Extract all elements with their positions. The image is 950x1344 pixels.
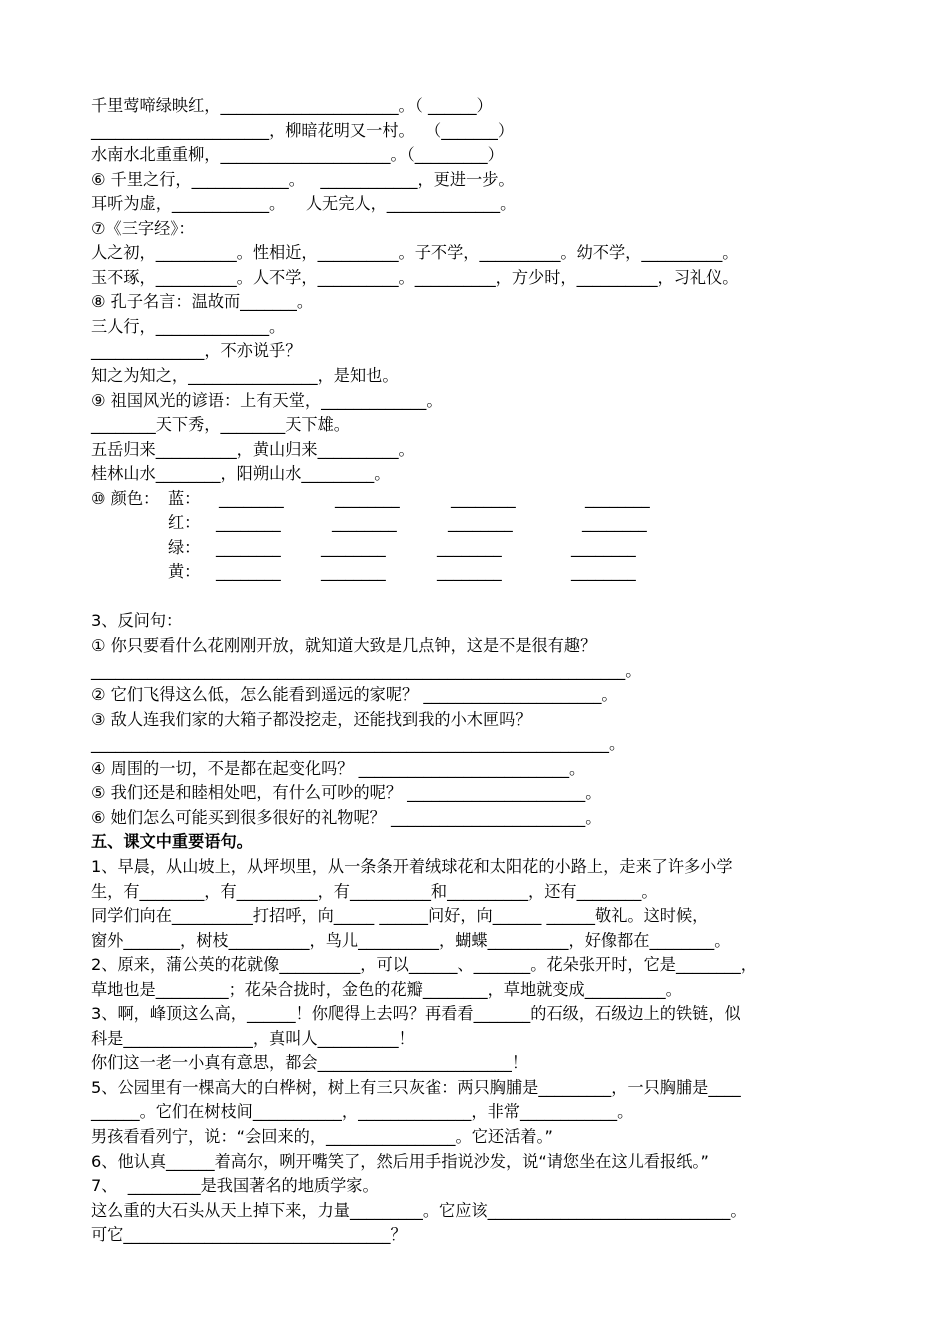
color-row xyxy=(91,487,881,512)
color-label: 绿： xyxy=(168,537,201,557)
text-line: 3、啊，峰顶这么高，______！你爬得上去吗？再看看_______的石级，石级边上的铁链，似 xyxy=(91,1004,741,1024)
poem-fill-section xyxy=(91,94,881,487)
spacer xyxy=(91,585,881,610)
text-line: 玉不琢，__________。人不学，__________。__________，方少时，__________，习礼仪。 xyxy=(91,267,739,287)
text-line: ______________________，柳暗花明又一村。 （_______） xyxy=(91,120,515,140)
blank: ________ xyxy=(448,513,513,533)
text-line: 三人行，______________。 xyxy=(91,316,286,336)
blank: ________ xyxy=(321,537,386,557)
section-title: 五、课文中重要语句。 xyxy=(91,832,253,852)
text-line: ________天下秀，________天下雄。 xyxy=(91,415,350,435)
blank: ________ xyxy=(216,537,281,557)
text-line: 这么重的大石头从天上掉下来，力量_________。它应该______________________________。 xyxy=(91,1200,747,1220)
worksheet xyxy=(91,94,881,1248)
text-line: 草地也是_________；花朵合拢时，金色的花瓣________，草地就变成__________。 xyxy=(91,979,682,999)
text-line: 人之初，__________。性相近，__________。子不学，__________。幼不学，__________。 xyxy=(91,243,739,263)
blank: ________ xyxy=(582,513,647,533)
text-line: 1、早晨，从山坡上，从坪坝里，从一条条开着绒球花和太阳花的小路上，走来了许多小学 xyxy=(91,856,733,876)
rhetorical-section xyxy=(91,609,881,830)
color-head: ⑩ 颜色： xyxy=(91,488,160,508)
text-line: 6、他认真______着高尔，咧开嘴笑了，然后用手指说沙发，说“请您坐在这儿看报纸。” xyxy=(91,1151,709,1171)
text-line: 耳听为虚，____________。 人无完人，______________。 xyxy=(91,194,517,214)
text-line: ④ 周围的一切，不是都在起变化吗？ __________________________。 xyxy=(91,758,586,778)
text-line: 同学们向在__________打招呼，向_____ ______问好，向______ ______敬礼。这时候， xyxy=(91,906,709,926)
text-line: 窗外_______，树枝__________，鸟儿__________，蝴蝶__________，好像都在________。 xyxy=(91,930,731,950)
color-row xyxy=(91,536,881,561)
color-row xyxy=(91,511,881,536)
text-line: 2、原来，蒲公英的花就像__________，可以______、_______。花朵张开时，它是________， xyxy=(91,955,757,975)
text-line: ⑨ 祖国风光的谚语：上有天堂，_____________。 xyxy=(91,390,443,410)
text-line: 7、 _________是我国著名的地质学家。 xyxy=(91,1176,379,1196)
text-line: 五岳归来__________，黄山归来__________。 xyxy=(91,439,415,459)
sentences-section xyxy=(91,830,881,1247)
color-label: 红： xyxy=(168,513,201,533)
text-line: ________________________________________________________________。 xyxy=(91,734,626,754)
color-label: 蓝： xyxy=(168,488,201,508)
text-line: ⑤ 我们还是和睦相处吧，有什么可吵的呢？ ______________________。 xyxy=(91,783,602,803)
text-line: 千里莺啼绿映红，______________________。（ ______） xyxy=(91,96,493,115)
blank: ________ xyxy=(216,513,281,533)
blank: ________ xyxy=(332,513,397,533)
text-line: 5、公园里有一棵高大的白桦树，树上有三只灰雀：两只胸脯是_________，一只胸脯是____ xyxy=(91,1077,741,1097)
blank: ________ xyxy=(216,562,281,582)
text-line: ⑥ 她们怎么可能买到很多很好的礼物呢？ ________________________。 xyxy=(91,807,602,827)
blank: ________ xyxy=(321,562,386,582)
color-row xyxy=(91,560,881,585)
text-line: 科是________________，真叫人__________！ xyxy=(91,1028,415,1048)
text-line: 生，有________，有__________，有__________和__________，还有________。 xyxy=(91,881,658,901)
text-line: ⑧ 孔子名言：温故而_______。 xyxy=(91,292,314,312)
text-line: 男孩看看列宁，说：“会回来的，________________。它还活着。” xyxy=(91,1126,553,1146)
text-line: ______。它们在树枝间___________，______________，非常____________。 xyxy=(91,1102,634,1122)
text-line: ② 它们飞得这么低，怎么能看到遥远的家呢？ ______________________。 xyxy=(91,685,618,705)
blank: ________ xyxy=(571,537,636,557)
color-words-section xyxy=(91,487,881,585)
text-line: ③ 敌人连我们家的大箱子都没挖走，还能找到我的小木匣吗？ xyxy=(91,709,532,729)
blank: ________ xyxy=(585,488,650,508)
blank: ________ xyxy=(437,562,502,582)
text-line: ⑥ 千里之行，____________。 ____________，更进一步。 xyxy=(91,169,515,189)
text-line: ⑦《三字经》： xyxy=(91,218,195,238)
blank: ________ xyxy=(451,488,516,508)
blank: ________ xyxy=(571,562,636,582)
text-line: 知之为知之，________________，是知也。 xyxy=(91,366,399,386)
text-line: 可它_________________________________？ xyxy=(91,1225,407,1245)
text-line: ① 你只要看什么花刚刚开放，就知道大致是几点钟，这是不是很有趣？ xyxy=(91,636,597,656)
text-line: ______________，不亦说乎？ xyxy=(91,341,302,361)
blank: ________ xyxy=(335,488,400,508)
text-line: __________________________________________________________________。 xyxy=(91,660,642,680)
blank: ________ xyxy=(219,488,284,508)
text-line: 你们这一老一小真有意思，都会________________________！ xyxy=(91,1053,529,1073)
text-line: 桂林山水________，阳朔山水_________。 xyxy=(91,464,391,484)
text-line: 水南水北重重柳，_____________________。（_________） xyxy=(91,145,504,165)
blank: ________ xyxy=(437,537,502,557)
color-label: 黄： xyxy=(168,562,201,582)
section-heading: 3、反问句： xyxy=(91,611,183,631)
